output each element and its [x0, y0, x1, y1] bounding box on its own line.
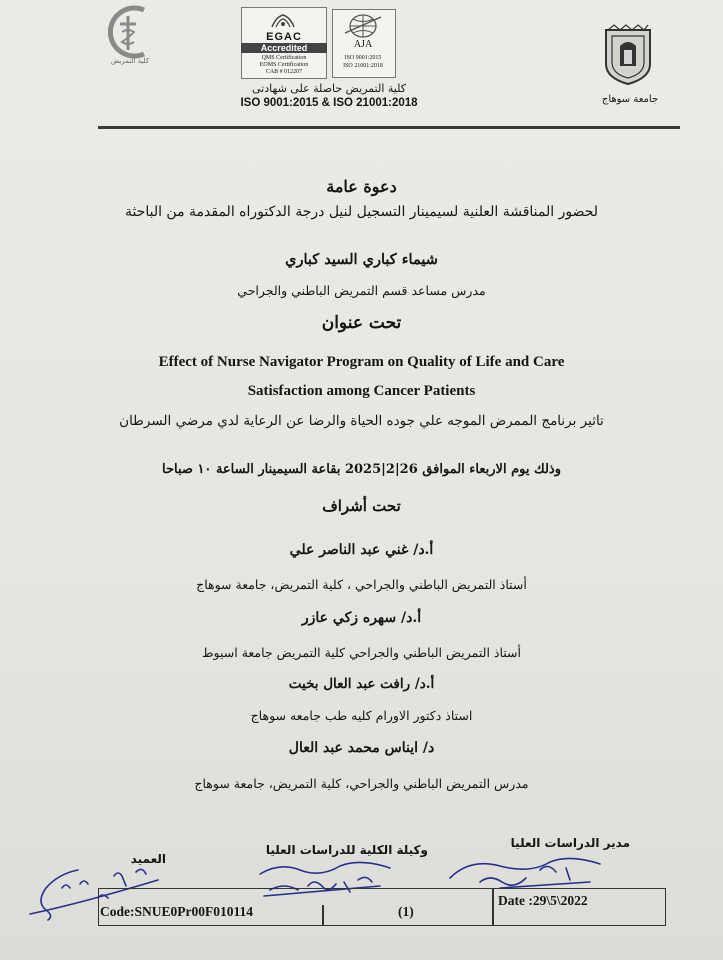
- thesis-title-en-line1: Effect of Nurse Navigator Program on Quality of Life and Care: [158, 354, 565, 370]
- dean-label: العميد: [130, 852, 166, 866]
- invitation-heading: دعوة عامة: [326, 177, 397, 196]
- egac-line: CAB # 012207: [265, 69, 303, 75]
- egac-accredited: Accredited: [241, 43, 327, 53]
- researcher-name: شيماء كباري السيد كباري: [285, 251, 438, 268]
- thesis-title-en-line2: Satisfaction among Cancer Patients: [247, 383, 476, 399]
- university-caption: جامعة سوهاج: [601, 94, 659, 105]
- supervisor-role: أستاذ التمريض الباطني والجراحي كلية التمريض جامعة اسيوط: [201, 645, 521, 660]
- supervisor-role: مدرس التمريض الباطني والجراحي، كلية التمريض، جامعة سوهاج: [194, 776, 529, 791]
- director-label: مدير الدراسات العليا: [510, 836, 630, 850]
- footer-divider: [492, 889, 494, 925]
- footer-divider: [322, 905, 324, 925]
- researcher-role: مدرس مساعد قسم التمريض الباطني والجراحي: [237, 283, 486, 298]
- supervision-heading: تحت أشراف: [322, 497, 401, 515]
- invitation-intro: لحضور المناقشة العلنية لسيمينار التسجيل لنيل درجة الدكتوراه المقدمة من الباحثة: [124, 204, 599, 220]
- document-date: Date :29\5\2022: [498, 893, 588, 908]
- supervisor-name: أ.د/ سهره زكي عازر: [301, 610, 422, 626]
- faculty-logo-caption: كلية التمريض: [110, 57, 150, 65]
- aja-globe-icon: [341, 13, 385, 39]
- egac-title: EGAC: [266, 31, 302, 43]
- vice-dean-label: وكيلة الكلية للدراسات العليا: [265, 843, 428, 857]
- page-number: (1): [398, 904, 414, 919]
- supervisor-role: استاذ دكتور الاورام كليه طب جامعه سوهاج: [250, 708, 473, 723]
- supervisor-role: أستاذ التمريض الباطني والجراحي ، كلية التمريض، جامعة سوهاج: [196, 577, 527, 592]
- aja-title: AJA: [353, 39, 373, 50]
- header-divider: [98, 126, 680, 129]
- supervisor-name: أ.د/ غني عبد الناصر علي: [289, 542, 434, 558]
- egac-wings-icon: [270, 13, 296, 29]
- aja-line: ISO 9001:2015: [344, 55, 382, 61]
- iso-statement: ISO 9001:2015 & ISO 21001:2018: [240, 97, 418, 109]
- thesis-title-ar: تاثير برنامج الممرض الموجه علي جوده الحياة والرضا عن الرعاية لدي مرضي السرطان: [119, 413, 604, 429]
- schedule-line: وذلك يوم الاربعاء الموافق 26|2|2025 بقاعة السيمينار الساعة ١٠ صباحا: [162, 462, 561, 477]
- title-heading: تحت عنوان: [321, 313, 402, 333]
- aja-line: ISO 21001:2018: [343, 63, 383, 69]
- egac-line: QMS Certification: [261, 55, 307, 61]
- certification-statement: كلية التمريض حاصلة على شهادتى: [252, 82, 406, 95]
- university-seal-icon: [598, 24, 658, 86]
- egac-line: EOMS Certification: [259, 62, 309, 68]
- document-code: Code:SNUE0Pr00F010114: [100, 904, 253, 919]
- supervisor-name: د/ ايناس محمد عبد العال: [288, 740, 435, 756]
- supervisor-name: أ.د/ رافت عبد العال بخيت: [288, 676, 435, 692]
